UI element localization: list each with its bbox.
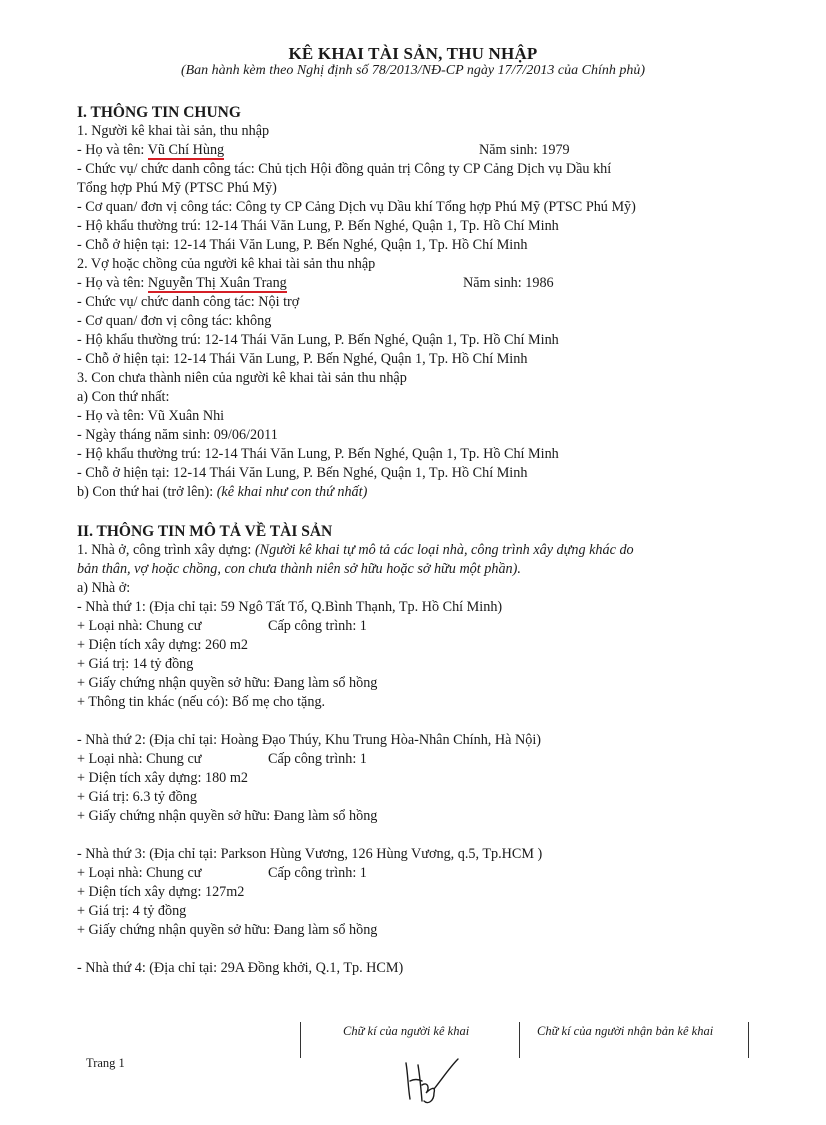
child-2-label: b) Con thứ hai (trở lên): xyxy=(77,484,217,500)
house-1-address: - Nhà thứ 1: (Địa chỉ tại: 59 Ngô Tất Tố, Q.Bình Thạnh, Tp. Hồ Chí Minh) xyxy=(77,599,503,615)
spouse-agency: - Cơ quan/ đơn vị công tác: không xyxy=(77,313,272,329)
section-gap xyxy=(77,502,757,522)
spouse-residence: - Chỗ ở hiện tại: 12-14 Thái Văn Lung, P. Bến Nghé, Quận 1, Tp. Hồ Chí Minh xyxy=(77,351,528,367)
signature-divider-middle xyxy=(519,1022,520,1058)
house-2-grade: Cấp công trình: 1 xyxy=(268,751,367,767)
document-subtitle: (Ban hành kèm theo Nghị định số 78/2013/NĐ-CP ngày 17/7/2013 của Chính phủ) xyxy=(180,63,646,78)
receiver-signature-label: Chữ kí của người nhận bản kê khai xyxy=(537,1024,714,1038)
house-3-type-row xyxy=(77,864,757,883)
house-gap xyxy=(77,940,757,959)
house-1-other: + Thông tin khác (nếu có): Bố mẹ cho tặng. xyxy=(77,694,326,710)
declarant-name-row xyxy=(77,141,757,160)
housing-intro-note-1: (Người kê khai tự mô tả các loại nhà, công trình xây dựng khác do xyxy=(254,542,634,558)
declarant-agency: - Cơ quan/ đơn vị công tác: Công ty CP Cảng Dịch vụ Dầu khí Tổng hợp Phú Mỹ (PTSC Phú Mỹ) xyxy=(77,199,636,215)
house-gap xyxy=(77,826,757,845)
signature-divider-right xyxy=(748,1022,749,1058)
spouse-position: - Chức vụ/ chức danh công tác: Nội trợ xyxy=(77,294,300,310)
house-1-cert: + Giấy chứng nhận quyền sở hữu: Đang làm sổ hồng xyxy=(77,675,378,691)
housing-intro-note-2: bản thân, vợ hoặc chồng, con chưa thành niên sở hữu hoặc sở hữu một phần). xyxy=(77,561,521,577)
spouse-birth-year: Năm sinh: 1986 xyxy=(463,275,554,291)
child-2-note: (kê khai như con thứ nhất) xyxy=(216,484,368,500)
house-1-type: + Loại nhà: Chung cư xyxy=(77,618,202,634)
declarant-residence: - Chỗ ở hiện tại: 12-14 Thái Văn Lung, P. Bến Nghé, Quận 1, Tp. Hồ Chí Minh xyxy=(77,237,528,253)
declarant-household: - Hộ khẩu thường trú: 12-14 Thái Văn Lung, P. Bến Nghé, Quận 1, Tp. Hồ Chí Minh xyxy=(77,218,559,234)
children-title: 3. Con chưa thành niên của người kê khai tài sản thu nhập xyxy=(77,370,407,386)
declarant-name: Vũ Chí Hùng xyxy=(147,142,225,158)
spouse-name-row xyxy=(77,274,757,293)
child-1-household: - Hộ khẩu thường trú: 12-14 Thái Văn Lung, P. Bến Nghé, Quận 1, Tp. Hồ Chí Minh xyxy=(77,446,559,462)
declarant-position-line-1: - Chức vụ/ chức danh công tác: Chủ tịch Hội đồng quản trị Công ty CP Cảng Dịch vụ Dầu khí xyxy=(77,161,612,177)
house-3-value: + Giá trị: 4 tỷ đồng xyxy=(77,903,187,919)
spouse-name: Nguyễn Thị Xuân Trang xyxy=(147,275,287,291)
house-3-area: + Diện tích xây dựng: 127m2 xyxy=(77,884,245,900)
document-title: KÊ KHAI TÀI SẢN, THU NHẬP xyxy=(288,44,538,63)
spouse-household: - Hộ khẩu thường trú: 12-14 Thái Văn Lung, P. Bến Nghé, Quận 1, Tp. Hồ Chí Minh xyxy=(77,332,559,348)
declarant-birth-year: Năm sinh: 1979 xyxy=(479,142,570,158)
house-1-area: + Diện tích xây dựng: 260 m2 xyxy=(77,637,248,653)
house-1-type-row xyxy=(77,617,757,636)
house-2-area: + Diện tích xây dựng: 180 m2 xyxy=(77,770,248,786)
declarant-signature-label: Chữ kí của người kê khai xyxy=(343,1024,470,1038)
declarant-position-line-2: Tổng hợp Phú Mỹ (PTSC Phú Mỹ) xyxy=(77,180,277,196)
handwritten-signature xyxy=(400,1045,460,1105)
page-number: Trang 1 xyxy=(86,1056,125,1070)
child-1-name: - Họ và tên: Vũ Xuân Nhi xyxy=(77,408,225,424)
housing-intro-label: 1. Nhà ở, công trình xây dựng: xyxy=(77,542,255,558)
child-2-row xyxy=(77,483,757,502)
house-1-value: + Giá trị: 14 tỷ đồng xyxy=(77,656,194,672)
house-1-grade: Cấp công trình: 1 xyxy=(268,618,367,634)
house-3-grade: Cấp công trình: 1 xyxy=(268,865,367,881)
house-2-cert: + Giấy chứng nhận quyền sở hữu: Đang làm sổ hồng xyxy=(77,808,378,824)
child-1-title: a) Con thứ nhất: xyxy=(77,389,170,405)
house-2-value: + Giá trị: 6.3 tỷ đồng xyxy=(77,789,197,805)
document-body xyxy=(77,103,757,978)
declarant-name-label: - Họ và tên: xyxy=(77,142,148,158)
spouse-title: 2. Vợ hoặc chồng của người kê khai tài sản thu nhập xyxy=(77,256,376,272)
housing-intro-row xyxy=(77,541,757,560)
houses-title: a) Nhà ở: xyxy=(77,580,131,596)
house-2-type: + Loại nhà: Chung cư xyxy=(77,751,202,767)
house-3-type: + Loại nhà: Chung cư xyxy=(77,865,202,881)
house-gap xyxy=(77,712,757,731)
signature-divider-left xyxy=(300,1022,301,1058)
spouse-name-label: - Họ và tên: xyxy=(77,275,148,291)
child-1-residence: - Chỗ ở hiện tại: 12-14 Thái Văn Lung, P. Bến Nghé, Quận 1, Tp. Hồ Chí Minh xyxy=(77,465,528,481)
section-1-heading: I. THÔNG TIN CHUNG xyxy=(77,104,241,121)
house-2-address: - Nhà thứ 2: (Địa chỉ tại: Hoàng Đạo Thúy, Khu Trung Hòa-Nhân Chính, Hà Nội) xyxy=(77,732,541,748)
house-3-cert: + Giấy chứng nhận quyền sở hữu: Đang làm sổ hồng xyxy=(77,922,378,938)
section-2-heading: II. THÔNG TIN MÔ TẢ VỀ TÀI SẢN xyxy=(77,523,333,540)
house-4-address: - Nhà thứ 4: (Địa chỉ tại: 29A Đồng khởi, Q.1, Tp. HCM) xyxy=(77,960,404,976)
house-2-type-row xyxy=(77,750,757,769)
house-3-address: - Nhà thứ 3: (Địa chỉ tại: Parkson Hùng Vương, 126 Hùng Vương, q.5, Tp.HCM ) xyxy=(77,846,543,862)
child-1-dob: - Ngày tháng năm sinh: 09/06/2011 xyxy=(77,427,278,443)
declarant-title: 1. Người kê khai tài sản, thu nhập xyxy=(77,123,270,139)
